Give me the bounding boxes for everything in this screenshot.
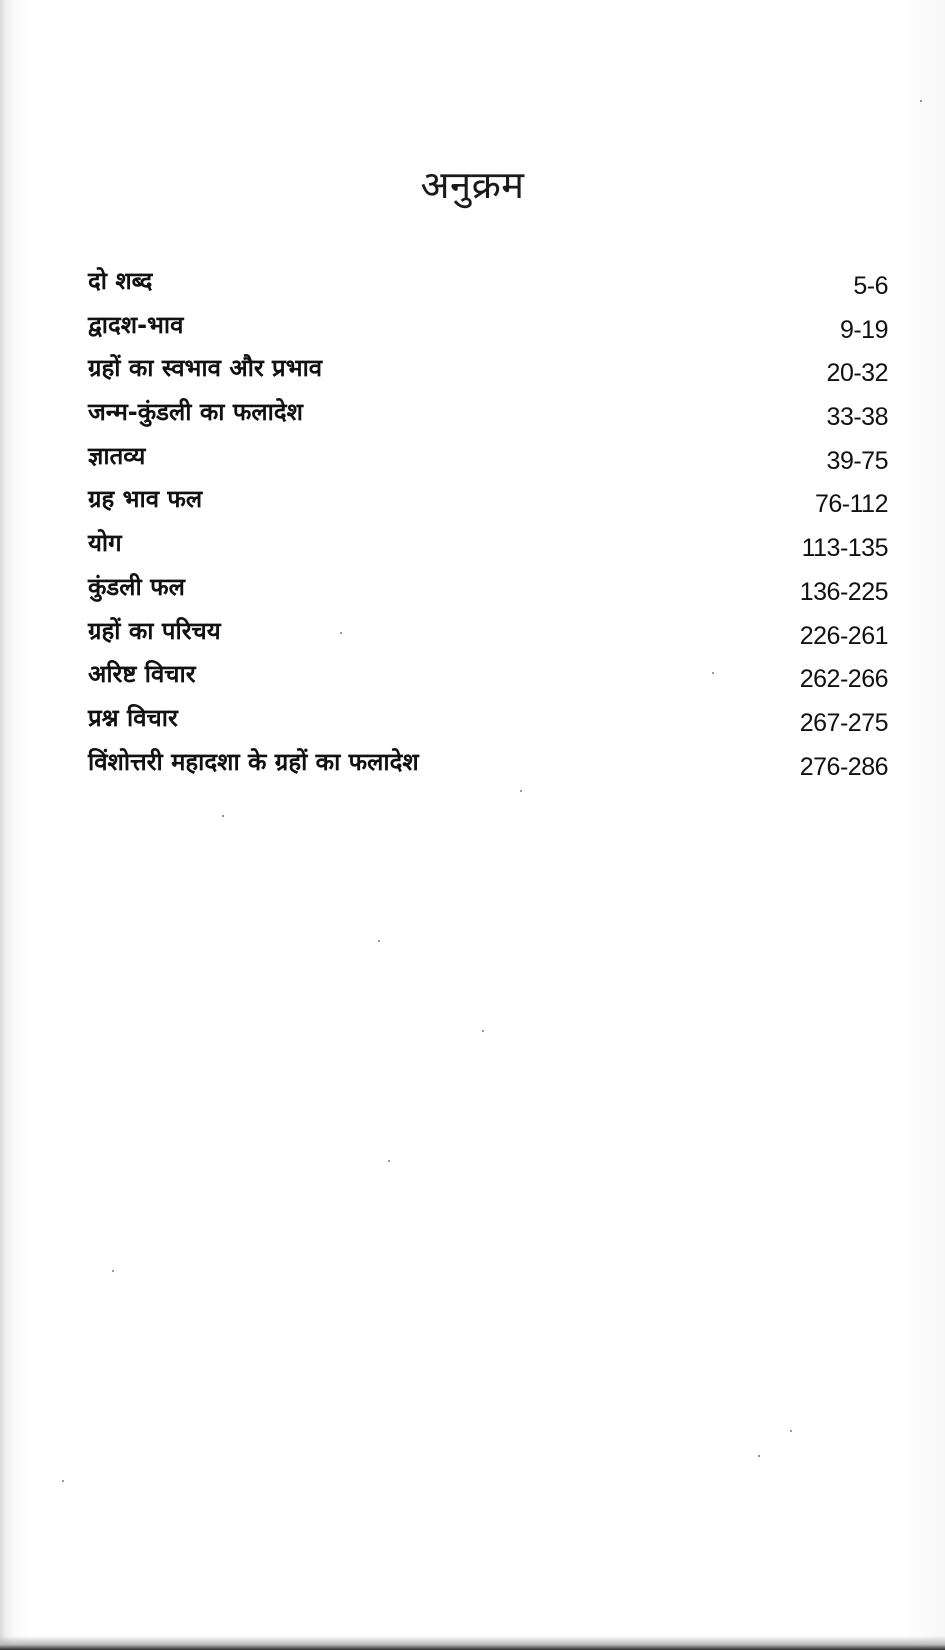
toc-entry-pages: 76-112 <box>815 490 888 519</box>
toc-entry <box>88 618 888 662</box>
toc-entry-title: ज्ञातव्य <box>88 441 146 470</box>
toc-entry-pages: 113-135 <box>801 534 888 563</box>
toc-entry <box>88 355 888 399</box>
paper-speck <box>758 1455 760 1457</box>
toc-entry-title: योग <box>88 529 122 558</box>
toc-entry <box>88 443 888 487</box>
toc-entry-pages: 267-275 <box>799 708 888 737</box>
toc-entry-pages: 226-261 <box>799 621 888 650</box>
toc-entry <box>88 749 888 793</box>
toc-entry-pages: 39-75 <box>826 446 888 475</box>
paper-speck <box>388 1160 390 1162</box>
toc-entry-title: ग्रहों का स्वभाव और प्रभाव <box>88 354 323 383</box>
paper-speck <box>62 1480 64 1482</box>
toc-entry-title: जन्म-कुंडली का फलादेश <box>88 398 303 427</box>
paper-speck <box>222 815 224 817</box>
toc-entry-pages: 33-38 <box>826 403 888 432</box>
toc-entry-pages: 262-266 <box>799 665 888 694</box>
table-of-contents <box>88 268 888 792</box>
toc-entry <box>88 312 888 356</box>
toc-entry-pages: 5-6 <box>853 272 888 300</box>
toc-entry-pages: 9-19 <box>839 315 888 344</box>
paper-speck <box>340 632 342 634</box>
toc-entry-title: अरिष्ट विचार <box>88 660 196 689</box>
paper-speck <box>520 790 522 792</box>
toc-entry <box>88 530 888 574</box>
toc-entry-title: प्रश्न विचार <box>88 703 178 732</box>
paper-speck <box>112 1270 114 1272</box>
toc-entry-pages: 20-32 <box>826 359 888 388</box>
toc-entry <box>88 574 888 618</box>
toc-entry-pages: 276-286 <box>799 752 888 781</box>
paper-speck <box>920 100 922 102</box>
toc-entry-title: विंशोत्तरी महादशा के ग्रहों का फलादेश <box>88 747 419 776</box>
toc-entry-title: कुंडली फल <box>88 572 185 601</box>
paper-speck <box>378 940 380 942</box>
toc-entry-title: दो शब्द <box>88 267 153 295</box>
paper-speck <box>712 672 714 674</box>
toc-entry <box>88 268 888 312</box>
paper-speck <box>482 1030 484 1032</box>
paper-speck <box>790 1430 792 1432</box>
page-title: अनुक्रम <box>420 163 525 207</box>
toc-entry-title: द्वादश-भाव <box>88 310 184 339</box>
page-edge-shadow <box>0 1636 945 1650</box>
toc-entry-title: ग्रह भाव फल <box>88 485 203 514</box>
toc-entry <box>88 705 888 749</box>
toc-entry <box>88 486 888 530</box>
toc-entry <box>88 661 888 705</box>
toc-entry-pages: 136-225 <box>799 577 888 606</box>
toc-entry <box>88 399 888 443</box>
toc-entry-title: ग्रहों का परिचय <box>88 616 221 645</box>
